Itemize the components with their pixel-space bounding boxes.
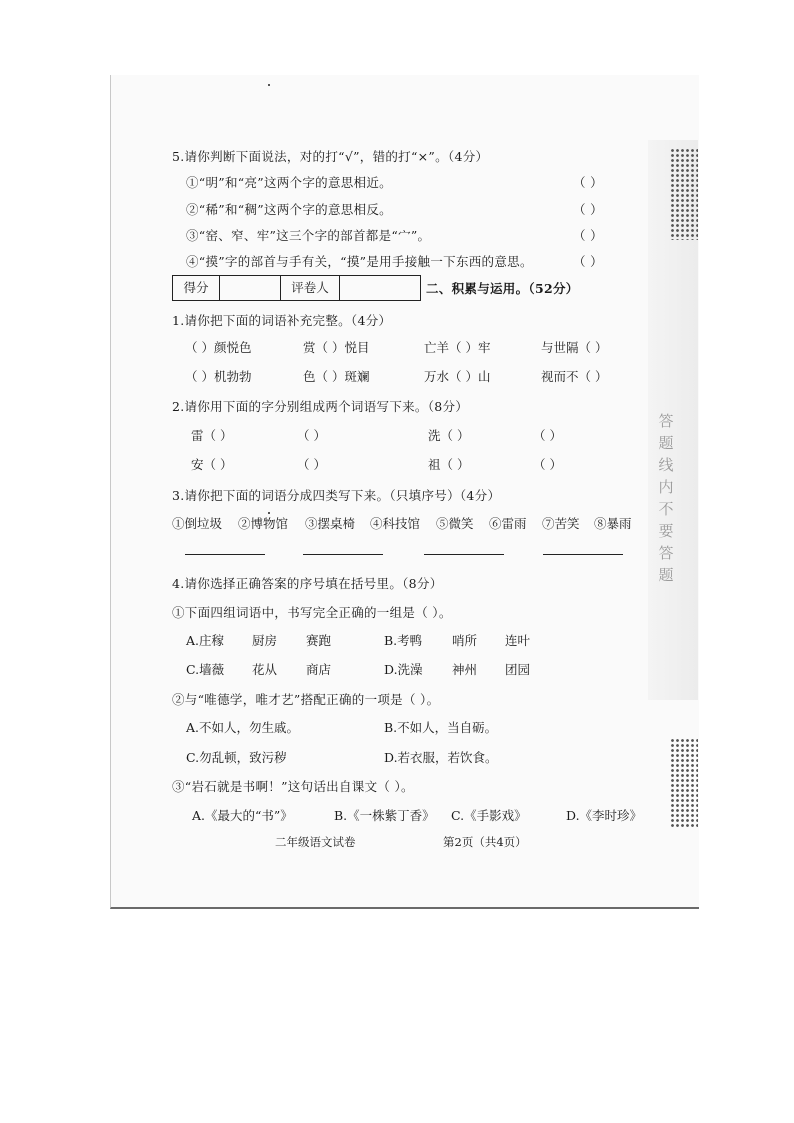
q4-s1-optA-w3: 赛跑 [306, 633, 332, 648]
q2-blank-8[interactable]: （ ） [533, 457, 562, 472]
q2-blank-7[interactable]: 祖（ ） [428, 457, 470, 472]
q4-s1-optB-w3: 连叶 [505, 633, 531, 648]
q1-blank-1[interactable]: （ ）颜悦色 [185, 340, 252, 355]
q4-s1-optA-w2: 厨房 [252, 633, 278, 648]
q4-s2-optD[interactable]: D.若衣服，若饮食。 [384, 750, 498, 765]
q4-s1-optC-w3: 商店 [306, 662, 332, 677]
q4-s3-optB[interactable]: B.《一株紫丁香》 [334, 808, 435, 823]
q5-item-1: ①“明”和“亮”这两个字的意思相近。 [186, 175, 392, 190]
q1-blank-4[interactable]: 与世隔（ ） [541, 340, 608, 355]
q4-s1-optD[interactable]: D.洗澡 [384, 662, 423, 677]
q5-item-4: ④“摸”字的部首与手有关，“摸”是用手接触一下东西的意思。 [186, 254, 533, 269]
q5-item-2: ②“稀”和“稠”这两个字的意思相反。 [186, 202, 392, 217]
footer-exam-name: 二年级语文试卷 [275, 835, 356, 849]
q4-title: 4.请你选择正确答案的序号填在括号里。（8分） [172, 576, 443, 591]
q4-s1-optC[interactable]: C.墙薇 [186, 662, 225, 677]
q5-answer-4[interactable]: （ ） [573, 254, 603, 269]
q1-blank-7[interactable]: 万水（ ）山 [424, 369, 491, 384]
section-2-heading: 二、积累与运用。（52分） [426, 281, 579, 296]
q2-blank-3[interactable]: 洗（ ） [428, 428, 470, 443]
q4-sub3: ③“岩石就是书啊！”这句话出自课文（ ）。 [172, 779, 414, 794]
q2-blank-2[interactable]: （ ） [297, 428, 326, 443]
scan-mark [268, 84, 270, 86]
q2-blank-6[interactable]: （ ） [297, 457, 326, 472]
q4-s3-optA[interactable]: A.《最大的“书”》 [192, 808, 293, 823]
q4-sub2: ②与“唯德学，唯才艺”搭配正确的一项是（ ）。 [172, 692, 440, 707]
q4-s3-optC[interactable]: C.《手影戏》 [451, 808, 527, 823]
q3-answer-line-3[interactable] [424, 554, 504, 555]
q4-s2-optB[interactable]: B.不如人，当自砺。 [384, 720, 498, 735]
grader-cell[interactable] [340, 276, 420, 300]
q4-s2-optA[interactable]: A.不如人，勿生戚。 [186, 720, 300, 735]
q3-word-3: ③摆桌椅 [305, 516, 356, 531]
q3-answer-line-1[interactable] [185, 554, 265, 555]
q3-word-5: ⑤微笑 [436, 516, 474, 531]
q5-answer-2[interactable]: （ ） [573, 202, 603, 217]
q5-answer-1[interactable]: （ ） [573, 175, 603, 190]
q3-word-8: ⑧暴雨 [594, 516, 632, 531]
q4-s3-optD[interactable]: D.《李时珍》 [566, 808, 643, 823]
q4-s1-optB-w2: 哨所 [452, 633, 478, 648]
grader-label: 评卷人 [281, 276, 340, 300]
answer-dot-grid-top [670, 148, 698, 240]
q3-word-6: ⑥雷雨 [489, 516, 527, 531]
score-cell[interactable] [220, 276, 281, 300]
q3-word-1: ①倒垃圾 [172, 516, 223, 531]
score-box [172, 275, 421, 301]
q1-blank-6[interactable]: 色（ ）斑斓 [303, 369, 370, 384]
binding-line-notice: 答 题 线 内 不 要 答 题 [658, 412, 674, 584]
q5-title: 5.请你判断下面说法，对的打“√”，错的打“×”。（4分） [172, 149, 489, 164]
q4-s1-optD-w2: 神州 [452, 662, 478, 677]
q1-blank-8[interactable]: 视而不（ ） [541, 369, 608, 384]
q2-blank-5[interactable]: 安（ ） [191, 457, 233, 472]
q4-sub1: ①下面四组词语中，书写完全正确的一组是（ ）。 [172, 605, 452, 620]
q3-answer-line-4[interactable] [543, 554, 623, 555]
q4-s1-optD-w3: 团园 [505, 662, 531, 677]
q2-blank-1[interactable]: 雷（ ） [191, 428, 233, 443]
q1-blank-3[interactable]: 亡羊（ ）牢 [424, 340, 491, 355]
q3-word-4: ④科技馆 [370, 516, 421, 531]
q4-s1-optB[interactable]: B.考鸭 [384, 633, 423, 648]
q1-blank-2[interactable]: 赏（ ）悦目 [303, 340, 370, 355]
q5-answer-3[interactable]: （ ） [573, 228, 603, 243]
q4-s1-optC-w2: 花从 [252, 662, 278, 677]
answer-dot-grid-bottom [670, 738, 698, 828]
footer-page-number: 第2页（共4页） [443, 835, 527, 849]
q3-word-2: ②博物馆 [238, 516, 289, 531]
q3-title: 3.请你把下面的词语分成四类写下来。（只填序号）（4分） [172, 488, 501, 503]
q4-s1-optA[interactable]: A.庄稼 [186, 633, 225, 648]
q3-answer-line-2[interactable] [303, 554, 383, 555]
q2-title: 2.请你用下面的字分别组成两个词语写下来。（8分） [172, 399, 469, 414]
q1-title: 1.请你把下面的词语补充完整。（4分） [172, 313, 392, 328]
score-label: 得分 [173, 276, 220, 300]
q5-item-3: ③“窑、窄、牢”这三个字的部首都是“宀”。 [186, 228, 431, 243]
q2-blank-4[interactable]: （ ） [533, 428, 562, 443]
q4-s2-optC[interactable]: C.勿乱顿，致污秽 [186, 750, 287, 765]
q1-blank-5[interactable]: （ ）机勃勃 [185, 369, 252, 384]
q3-word-7: ⑦苦笑 [542, 516, 580, 531]
